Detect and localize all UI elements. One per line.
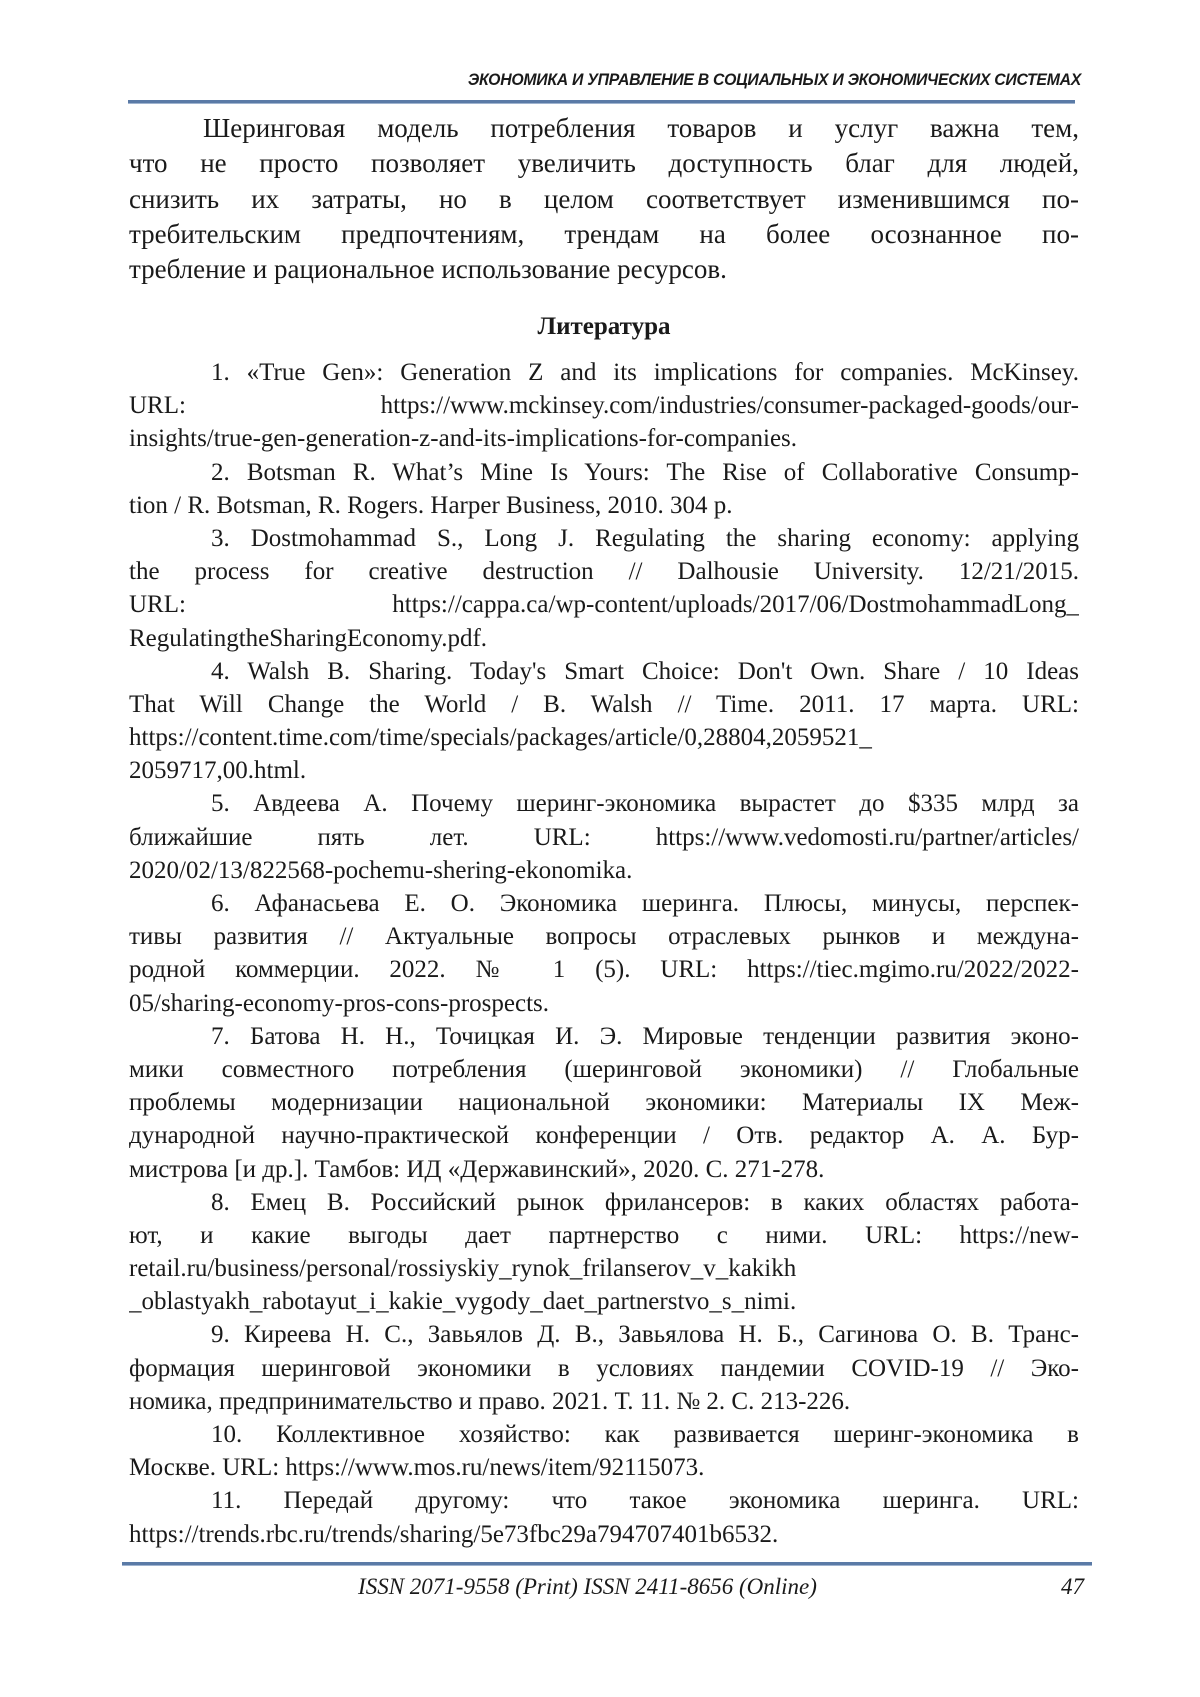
reference-item xyxy=(129,787,1079,887)
reference-line: https://content.time.com/time/specials/packages/article/0,28804,2059521_ xyxy=(129,721,1079,754)
reference-line: тивы развития // Актуальные вопросы отраслевых рынков и междуна- xyxy=(129,920,1079,953)
reference-line: the process for creative destruction // Dalhousie University. 12/21/2015. xyxy=(129,555,1079,588)
paragraph-line: требительским предпочтениям, трендам на более осознанное по- xyxy=(129,217,1079,252)
running-header: ЭКОНОМИКА И УПРАВЛЕНИЕ В СОЦИАЛЬНЫХ И ЭКОНОМИЧЕСКИХ СИСТЕМАХ xyxy=(195,70,1081,90)
reference-line: 2020/02/13/822568-pochemu-shering-ekonomika. xyxy=(129,854,1079,887)
reference-line: 10. Коллективное хозяйство: как развивается шеринг-экономика в xyxy=(129,1418,1079,1451)
reference-line: URL: https://www.mckinsey.com/industries/consumer-packaged-goods/our- xyxy=(129,389,1079,422)
reference-line: 2059717,00.html. xyxy=(129,754,1079,787)
reference-line: retail.ru/business/personal/rossiyskiy_rynok_frilanserov_v_kakikh xyxy=(129,1252,1079,1285)
reference-item xyxy=(129,887,1079,1020)
reference-item xyxy=(129,1186,1079,1319)
reference-line: 05/sharing-economy-pros-cons-prospects. xyxy=(129,987,1079,1020)
reference-item xyxy=(129,1484,1079,1550)
reference-line: формация шеринговой экономики в условиях пандемии COVID-19 // Эко- xyxy=(129,1352,1079,1385)
reference-line: 4. Walsh B. Sharing. Today's Smart Choice: Don't Own. Share / 10 Ideas xyxy=(129,655,1079,688)
reference-line: 11. Передай другому: что такое экономика шеринга. URL: xyxy=(129,1484,1079,1517)
reference-line: мистрова [и др.]. Тамбов: ИД «Державинский», 2020. С. 271-278. xyxy=(129,1153,1079,1186)
reference-item xyxy=(129,1020,1079,1186)
reference-line: ближайшие пять лет. URL: https://www.vedomosti.ru/partner/articles/ xyxy=(129,821,1079,854)
reference-line: URL: https://cappa.ca/wp-content/uploads/2017/06/DostmohammadLong_ xyxy=(129,588,1079,621)
paragraph-line: снизить их затраты, но в целом соответствует изменившимся по- xyxy=(129,182,1079,217)
references-list xyxy=(129,356,1079,1551)
reference-item xyxy=(129,456,1079,522)
reference-line: мики совместного потребления (шеринговой экономики) // Глобальные xyxy=(129,1053,1079,1086)
body-paragraph xyxy=(129,111,1079,287)
footer-issn: ISSN 2071-9558 (Print) ISSN 2411-8656 (Online) xyxy=(319,1572,856,1602)
reference-line: 3. Dostmohammad S., Long J. Regulating the sharing economy: applying xyxy=(129,522,1079,555)
footer-divider xyxy=(122,1562,1092,1566)
reference-item xyxy=(129,1418,1079,1484)
reference-line: RegulatingtheSharingEconomy.pdf. xyxy=(129,622,1079,655)
reference-item xyxy=(129,522,1079,655)
paragraph-line: Шеринговая модель потребления товаров и услуг важна тем, xyxy=(129,111,1079,146)
paragraph-line: требление и рациональное использование ресурсов. xyxy=(129,252,1079,287)
reference-line: 7. Батова Н. Н., Точицкая И. Э. Мировые тенденции развития эконо- xyxy=(129,1020,1079,1053)
reference-line: 6. Афанасьева Е. О. Экономика шеринга. Плюсы, минусы, перспек- xyxy=(129,887,1079,920)
reference-line: _oblastyakh_rabotayut_i_kakie_vygody_daet_partnerstvo_s_nimi. xyxy=(129,1285,1079,1318)
page-number: 47 xyxy=(1052,1572,1084,1602)
reference-line: проблемы модернизации национальной экономики: Материалы IX Меж- xyxy=(129,1086,1079,1119)
reference-line: 5. Авдеева А. Почему шеринг-экономика вырастет до $335 млрд за xyxy=(129,787,1079,820)
reference-line: дународной научно-практической конференции / Отв. редактор А. А. Бур- xyxy=(129,1119,1079,1152)
references-heading: Литература xyxy=(129,310,1079,344)
reference-item xyxy=(129,655,1079,788)
reference-line: 8. Емец В. Российский рынок фрилансеров: в каких областях работа- xyxy=(129,1186,1079,1219)
reference-line: ют, и какие выгоды дает партнерство с ними. URL: https://new- xyxy=(129,1219,1079,1252)
reference-line: номика, предпринимательство и право. 2021. Т. 11. № 2. С. 213-226. xyxy=(129,1385,1079,1418)
reference-item xyxy=(129,1318,1079,1418)
reference-item xyxy=(129,356,1079,456)
reference-line: tion / R. Botsman, R. Rogers. Harper Business, 2010. 304 p. xyxy=(129,489,1079,522)
reference-line: 1. «True Gen»: Generation Z and its implications for companies. McKinsey. xyxy=(129,356,1079,389)
reference-line: 2. Botsman R. What’s Mine Is Yours: The Rise of Collaborative Consump- xyxy=(129,456,1079,489)
paragraph-line: что не просто позволяет увеличить доступность благ для людей, xyxy=(129,146,1079,181)
reference-line: insights/true-gen-generation-z-and-its-implications-for-companies. xyxy=(129,422,1079,455)
reference-line: Москве. URL: https://www.mos.ru/news/item/92115073. xyxy=(129,1451,1079,1484)
header-divider xyxy=(128,100,1075,104)
reference-line: родной коммерции. 2022. № 1 (5). URL: https://tiec.mgimo.ru/2022/2022- xyxy=(129,953,1079,986)
reference-line: That Will Change the World / B. Walsh // Time. 2011. 17 марта. URL: xyxy=(129,688,1079,721)
reference-line: 9. Киреева Н. С., Завьялов Д. В., Завьялова Н. Б., Сагинова О. В. Транс- xyxy=(129,1318,1079,1351)
reference-line: https://trends.rbc.ru/trends/sharing/5e73fbc29a794707401b6532. xyxy=(129,1518,1079,1551)
